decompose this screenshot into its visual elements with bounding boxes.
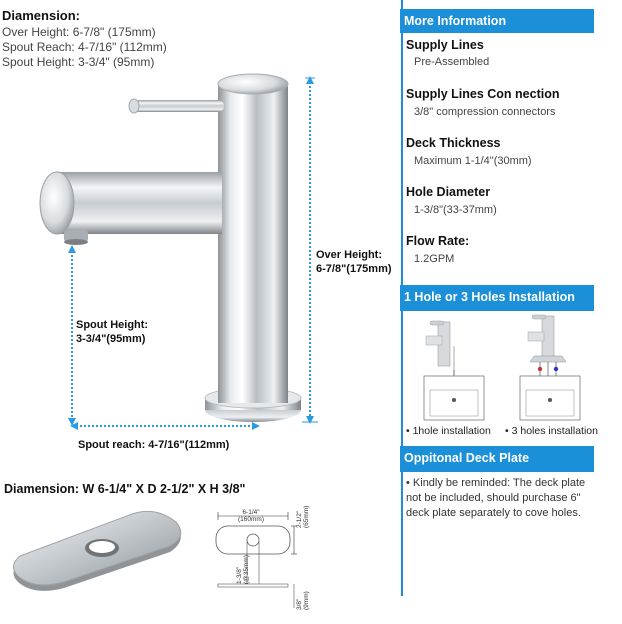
installation-illustration — [408, 312, 604, 424]
dimension-spout-height: Spout Height: 3-3/4" (95mm) — [2, 55, 155, 69]
spec-hole-diameter: Hole Diameter — [406, 185, 491, 199]
spout-reach-label: Spout reach: 4-7/16"(112mm) — [78, 439, 230, 451]
spec-supply-connection-value: 3/8" compression connectors — [414, 106, 556, 118]
plate-dimension-title: Diamension: W 6-1/4" X D 2-1/2" X H 3/8" — [4, 482, 246, 496]
plate-width-label: 6-1/4" (160mm) — [238, 509, 265, 523]
spec-flow-rate: Flow Rate: — [406, 234, 470, 248]
spec-hole-diameter-value: 1-3/8"(33-37mm) — [414, 204, 497, 216]
deck-plate-note: • Kindly be reminded: The deck plate not be included, should purchase 6" deck plate separately to cove holes. — [406, 477, 586, 519]
faucet-spout — [56, 172, 222, 234]
spec-deck-thickness: Deck Thickness — [406, 136, 501, 150]
one-hole-installation-label: • 1hole installation — [406, 425, 491, 437]
deck-plate-image — [6, 508, 188, 594]
faucet-image — [0, 0, 400, 470]
plate-depth-label: 2-1/2" (65mm) — [296, 505, 310, 528]
dimension-spout-reach: Spout Reach: 4-7/16" (112mm) — [2, 40, 167, 54]
plate-height-label: 3/8" (9mm) — [296, 591, 310, 610]
spec-flow-rate-value: 1.2GPM — [414, 253, 455, 265]
spec-deck-thickness-value: Maximum 1-1/4"(30mm) — [414, 155, 532, 167]
spec-supply-lines-value: Pre-Assembled — [414, 56, 490, 68]
spout-height-label: Spout Height: 3-3/4"(95mm) — [76, 319, 149, 345]
plate-hole-label: 1-3/8" (@35mm) — [236, 555, 250, 584]
faucet-handle — [132, 100, 224, 112]
more-info-header: More Information — [400, 9, 594, 33]
spec-supply-connection: Supply Lines Con nection — [406, 87, 560, 101]
faucet-body — [218, 95, 288, 403]
dimension-title: Diamension: — [2, 8, 81, 23]
installation-header: 1 Hole or 3 Holes Installation — [400, 285, 594, 311]
spec-supply-lines: Supply Lines — [406, 38, 484, 52]
three-holes-installation-label: • 3 holes installation — [505, 425, 598, 437]
over-height-label: Over Height: 6-7/8"(175mm) — [316, 249, 392, 275]
dimension-over-height: Over Height: 6-7/8" (175mm) — [2, 25, 156, 39]
deck-plate-header: Oppitonal Deck Plate — [400, 446, 594, 472]
